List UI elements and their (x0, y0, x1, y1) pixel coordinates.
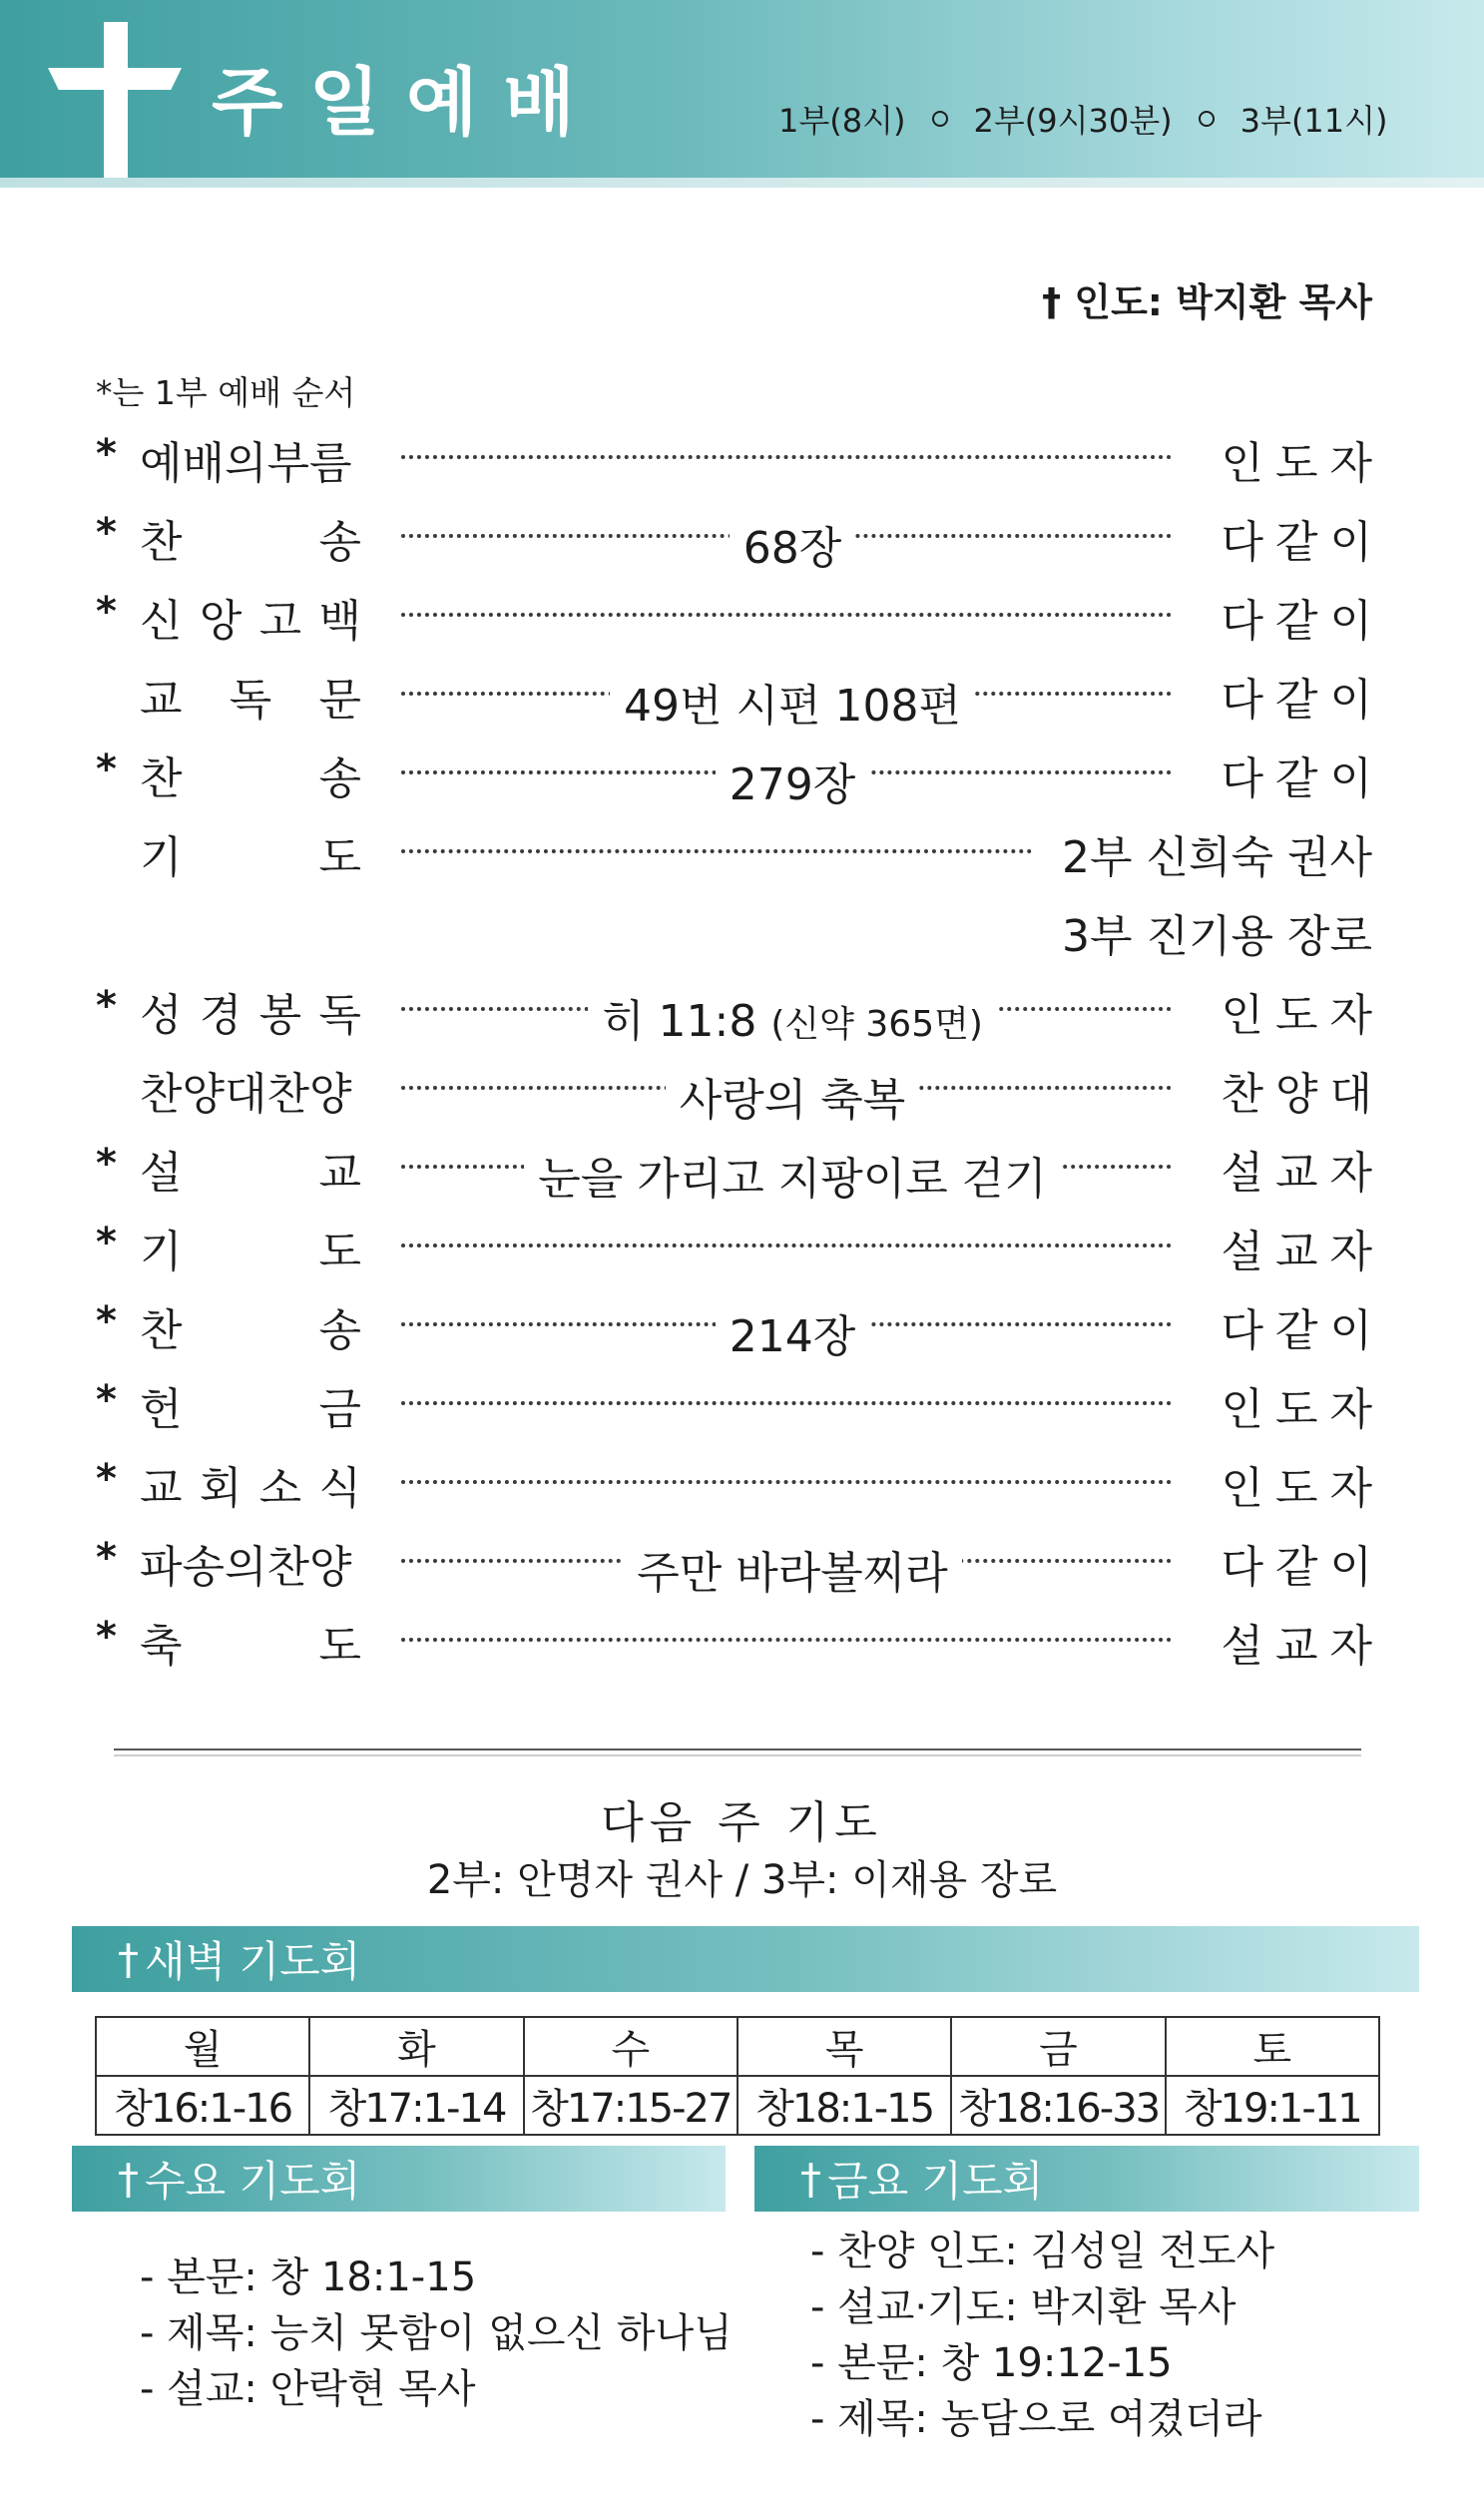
header-underline (0, 178, 1484, 188)
detail-note: (신약 365면) (770, 1004, 983, 1045)
name-char: 송 (318, 517, 361, 568)
name-char: 신 (140, 596, 183, 647)
name-char: 설 (140, 1148, 183, 1199)
reading-cell: 창17:1-14 (309, 2076, 523, 2135)
order-item-detail (401, 512, 1184, 576)
detail-text: 주만 바라볼찌라 (637, 1548, 948, 1599)
header-banner (0, 0, 1484, 178)
order-item-role: 다같이 (1221, 1305, 1384, 1356)
order-item-name: 예배의부름 (140, 438, 352, 489)
order-item-name (140, 1610, 361, 1674)
detail-text: 눈을 가리고 지팡이로 걷기 (538, 1154, 1047, 1205)
name-char: 문 (318, 675, 361, 726)
list-item: - 제목: 능치 못함이 없으신 하나님 (140, 2305, 733, 2361)
order-row (0, 1129, 1484, 1205)
order-row (0, 1208, 1484, 1277)
order-item-name (140, 1216, 361, 1279)
cross-icon (40, 22, 190, 192)
standing-marker: * (96, 1535, 117, 1581)
service-times (778, 96, 1388, 142)
order-row (0, 1602, 1484, 1672)
dotted-leader (401, 1480, 1172, 1484)
dawn-prayer-title: 새벽 기도회 (145, 1937, 361, 1986)
order-item-role: 인도자 (1221, 990, 1384, 1041)
name-char: 성 (140, 990, 183, 1041)
reading-cell: 창19:1-11 (1166, 2076, 1379, 2135)
order-item-detail (401, 985, 1184, 1049)
table-header-row (96, 2017, 1379, 2076)
detail-text: 사랑의 축복 (679, 1075, 906, 1126)
name-char: 금 (318, 1384, 361, 1435)
order-item-detail (401, 670, 1184, 734)
order-item-name (140, 1452, 361, 1516)
circle-separator-icon (932, 111, 948, 127)
service-time-3: 3부(11시) (1239, 102, 1388, 140)
name-char: 식 (318, 1463, 361, 1514)
reading-cell: 창18:16-33 (951, 2076, 1165, 2135)
reading-cell: 창16:1-16 (96, 2076, 309, 2135)
name-char: 도 (318, 832, 361, 883)
order-item-detail (401, 749, 1184, 812)
order-item-role: 인도자 (1221, 1463, 1384, 1514)
order-item-name (140, 506, 361, 570)
standing-marker: * (96, 1298, 117, 1344)
order-item-role: 찬양대 (1221, 1069, 1384, 1120)
standing-marker: * (96, 1377, 117, 1423)
name-char: 교 (140, 1463, 183, 1514)
dagger-icon: † (118, 1934, 139, 1984)
standing-marker: * (96, 1220, 117, 1265)
name-char: 경 (199, 990, 243, 1041)
dawn-prayer-bar (72, 1926, 1419, 1992)
name-char: 독 (318, 990, 361, 1041)
dotted-leader (401, 849, 1032, 853)
page-title: 주일예배 (212, 60, 601, 146)
name-char: 봉 (258, 990, 302, 1041)
wednesday-prayer-title: 수요 기도회 (145, 2157, 361, 2206)
order-item-role: 설교자 (1221, 1621, 1384, 1672)
friday-prayer-title: 금요 기도회 (827, 2157, 1044, 2206)
day-cell: 수 (524, 2017, 738, 2076)
order-item-role: 다같이 (1221, 596, 1384, 647)
detail-text: 68장 (742, 523, 842, 574)
name-char: 교 (140, 675, 183, 726)
standing-marker: * (96, 589, 117, 635)
day-cell: 토 (1166, 2017, 1379, 2076)
order-item-name (140, 1373, 361, 1437)
order-item-name (140, 979, 361, 1043)
list-item: - 본문: 창 19:12-15 (810, 2335, 1274, 2391)
order-item-detail (401, 1064, 1184, 1128)
detail-text: 히 11:8 (602, 996, 757, 1047)
list-item: - 설교: 안락현 목사 (140, 2361, 733, 2417)
name-char: 송 (318, 1305, 361, 1356)
reading-cell: 창17:15-27 (524, 2076, 738, 2135)
order-row (0, 1050, 1484, 1126)
name-char: 소 (258, 1463, 302, 1514)
friday-prayer-bar (754, 2146, 1419, 2212)
detail-text: 279장 (729, 759, 856, 810)
table-row (96, 2076, 1379, 2135)
order-row (0, 577, 1484, 647)
standing-marker: * (96, 983, 117, 1029)
next-week-names: 2부: 안명자 권사 / 3부: 이재용 장로 (426, 1857, 1058, 1903)
name-char: 찬 (140, 1305, 183, 1356)
name-char: 기 (140, 832, 183, 883)
dagger-icon: † (118, 2154, 139, 2204)
dagger-icon: † (800, 2154, 821, 2204)
order-item-name: 찬양대찬양 (140, 1069, 352, 1120)
standing-marker: * (96, 1141, 117, 1187)
dotted-leader (401, 1401, 1172, 1405)
order-item-role: 인도자 (1221, 438, 1384, 489)
standing-marker: * (96, 1614, 117, 1660)
name-char: 찬 (140, 517, 183, 568)
order-item-role: 다같이 (1221, 753, 1384, 804)
wednesday-details (140, 2249, 733, 2417)
order-item-name (140, 1294, 361, 1358)
order-item-role: 다같이 (1221, 1542, 1384, 1593)
order-item-detail (401, 1300, 1184, 1364)
order-item-role: 3부 진기용 장로 (1062, 911, 1372, 962)
service-leader: † 인도: 박지환 목사 (1042, 280, 1372, 324)
name-char: 도 (318, 1621, 361, 1672)
name-char: 회 (199, 1463, 243, 1514)
name-char: 앙 (199, 596, 243, 647)
order-item-name (140, 585, 361, 649)
order-item-role: 설교자 (1221, 1227, 1384, 1277)
order-item-name (140, 664, 361, 728)
order-item-role: 2부 신희숙 권사 (1062, 832, 1372, 883)
name-char: 헌 (140, 1384, 183, 1435)
order-row (0, 1286, 1484, 1362)
list-item: - 본문: 창 18:1-15 (140, 2249, 733, 2305)
name-char: 송 (318, 753, 361, 804)
order-item-role: 설교자 (1221, 1148, 1384, 1199)
order-row (0, 1523, 1484, 1599)
reading-cell: 창18:1-15 (738, 2076, 951, 2135)
dotted-leader (401, 1638, 1172, 1642)
day-cell: 금 (951, 2017, 1165, 2076)
order-item-detail (401, 1143, 1184, 1207)
section-divider (114, 1749, 1361, 1756)
list-item: - 제목: 농담으로 여겼더라 (810, 2391, 1274, 2447)
list-item: - 설교·기도: 박지환 목사 (810, 2279, 1274, 2335)
detail-text: 49번 시편 108편 (624, 681, 961, 732)
circle-separator-icon (1199, 111, 1215, 127)
order-row (0, 1444, 1484, 1514)
dotted-leader (401, 455, 1172, 459)
service-time-1: 1부(8시) (778, 102, 906, 140)
order-row (0, 892, 1484, 962)
order-row (0, 656, 1484, 732)
standing-marker: * (96, 431, 117, 477)
name-char: 축 (140, 1621, 183, 1672)
list-item: - 찬양 인도: 김성일 전도사 (810, 2224, 1274, 2279)
name-char: 교 (318, 1148, 361, 1199)
order-row (0, 498, 1484, 574)
detail-text: 214장 (729, 1311, 856, 1362)
name-char: 고 (258, 596, 302, 647)
name-char: 찬 (140, 753, 183, 804)
order-item-name (140, 743, 361, 806)
name-char: 기 (140, 1227, 183, 1277)
order-item-name (140, 1137, 361, 1201)
standing-marker: * (96, 1456, 117, 1502)
day-cell: 목 (738, 2017, 951, 2076)
dawn-prayer-table (95, 2016, 1380, 2136)
next-week-title: 다음 주 기도 (601, 1797, 883, 1848)
order-item-detail (401, 1537, 1184, 1601)
name-char: 백 (318, 596, 361, 647)
order-item-role: 인도자 (1221, 1384, 1384, 1435)
service-time-2: 2부(9시30분) (973, 102, 1173, 140)
dotted-leader (401, 1244, 1172, 1248)
name-char: 도 (318, 1227, 361, 1277)
day-cell: 월 (96, 2017, 309, 2076)
order-row (0, 1365, 1484, 1435)
order-row (0, 813, 1484, 883)
dotted-leader (401, 613, 1172, 617)
order-note: *는 1부 예배 순서 (96, 373, 356, 412)
order-row (0, 419, 1484, 489)
order-row (0, 971, 1484, 1047)
name-char: 독 (229, 675, 272, 726)
order-row (0, 735, 1484, 810)
standing-marker: * (96, 747, 117, 792)
standing-marker: * (96, 510, 117, 556)
order-item-name (140, 821, 361, 885)
wednesday-prayer-bar (72, 2146, 726, 2212)
order-item-role: 다같이 (1221, 517, 1384, 568)
day-cell: 화 (309, 2017, 523, 2076)
friday-details (810, 2224, 1274, 2447)
order-item-role: 다같이 (1221, 675, 1384, 726)
order-item-name: 파송의찬양 (140, 1542, 352, 1593)
